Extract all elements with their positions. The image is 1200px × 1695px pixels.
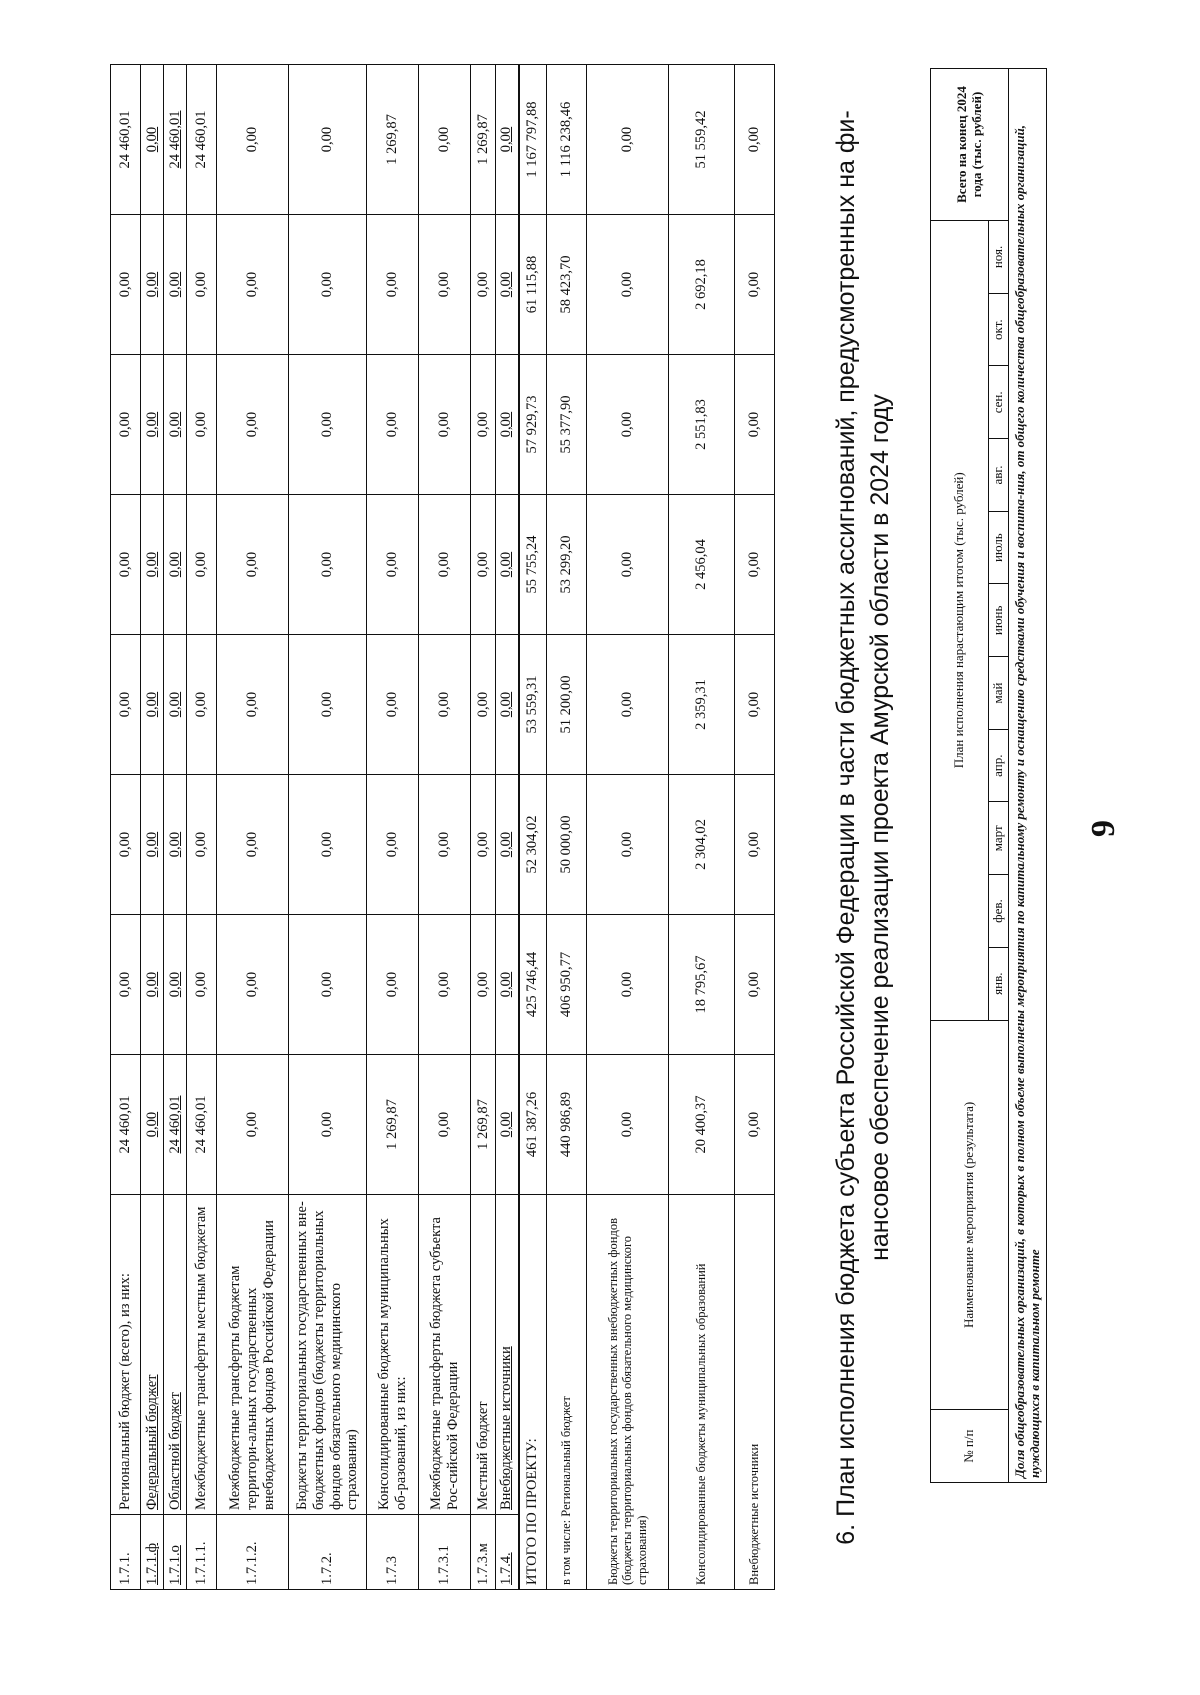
row-value-text: 0,00 <box>117 551 134 578</box>
row-name <box>289 1195 367 1515</box>
total-row-value: 461 387,26 <box>519 1055 547 1195</box>
row-code-text: 1.7.1.2. <box>244 1541 261 1585</box>
total-row-value: 0,00 <box>735 65 775 215</box>
total-row-value: 2 359,31 <box>669 635 735 775</box>
row-value-text: 0,00 <box>319 411 336 438</box>
total-row-name: Внебюджетные источники <box>735 1195 775 1590</box>
row-value-text: 0,00 <box>498 411 515 438</box>
total-row-value: 0,00 <box>735 635 775 775</box>
total-row-value: 53 559,31 <box>519 635 547 775</box>
row-value-text: 0,00 <box>143 126 160 153</box>
row-value-text: 0,00 <box>498 126 515 153</box>
row-value-text: 0,00 <box>436 271 453 298</box>
page-number: 9 <box>1085 820 1122 837</box>
budget-row <box>141 65 164 1590</box>
total-row <box>587 65 669 1590</box>
row-value <box>187 355 217 495</box>
row-value-text: 0,00 <box>193 971 210 998</box>
plan-col-name: Наименование мероприятия (результата) <box>931 1020 1009 1410</box>
total-row-value: 0,00 <box>735 775 775 915</box>
row-value-text: 0,00 <box>143 691 160 718</box>
total-row-value: 18 795,67 <box>669 915 735 1055</box>
row-value <box>164 355 187 495</box>
row-value-text: 0,00 <box>384 691 401 718</box>
total-row-name: ИТОГО ПО ПРОЕКТУ: <box>519 1195 547 1590</box>
plan-month-header: ноя. <box>989 221 1009 294</box>
row-value-text: 0,00 <box>384 411 401 438</box>
plan-col-total: Всего на конец 2024 года (тыс. рублей) <box>931 69 1009 221</box>
row-value <box>141 215 164 355</box>
row-value <box>111 355 141 495</box>
total-row <box>547 65 587 1590</box>
row-value <box>141 495 164 635</box>
row-value <box>289 355 367 495</box>
row-code-text: 1.7.3.м <box>474 1543 491 1585</box>
row-value <box>419 635 471 775</box>
row-value <box>164 635 187 775</box>
row-value <box>141 915 164 1055</box>
row-value <box>217 65 289 215</box>
budget-row <box>419 65 471 1590</box>
row-value-text: 0,00 <box>244 271 261 298</box>
plan-month-header: май <box>989 657 1009 730</box>
row-value-text: 0,00 <box>436 971 453 998</box>
row-value <box>419 915 471 1055</box>
row-value <box>367 635 419 775</box>
row-value-text: 0,00 <box>244 691 261 718</box>
row-value-text: 0,00 <box>143 831 160 858</box>
row-value <box>217 215 289 355</box>
row-value <box>496 635 519 775</box>
total-row-value: 0,00 <box>587 915 669 1055</box>
row-value <box>141 1055 164 1195</box>
total-row-value: 52 304,02 <box>519 775 547 915</box>
total-row-value: 2 304,02 <box>669 775 735 915</box>
row-value-text: 0,00 <box>498 551 515 578</box>
row-value <box>187 65 217 215</box>
row-value-text: 0,00 <box>166 831 183 858</box>
row-value <box>289 65 367 215</box>
total-row <box>519 65 547 1590</box>
plan-month-header: июль <box>989 511 1009 584</box>
total-row-value: 0,00 <box>735 495 775 635</box>
row-name <box>367 1195 419 1515</box>
row-code-text: 1.7.1.ф <box>143 1542 160 1585</box>
row-value-text: 0,00 <box>319 831 336 858</box>
row-value <box>367 65 419 215</box>
row-name <box>471 1195 496 1515</box>
row-value <box>471 635 496 775</box>
row-value-text: 1 269,87 <box>384 1099 401 1150</box>
row-value <box>111 635 141 775</box>
row-value-text: 0,00 <box>436 551 453 578</box>
total-row-value: 50 000,00 <box>547 775 587 915</box>
total-row-value: 0,00 <box>587 65 669 215</box>
total-row-value: 55 377,90 <box>547 355 587 495</box>
row-value <box>217 775 289 915</box>
row-value-text: 0,00 <box>474 691 491 718</box>
row-value <box>289 215 367 355</box>
row-value-text: 0,00 <box>117 411 134 438</box>
row-code-text: 1.7.2. <box>319 1552 336 1585</box>
row-name <box>187 1195 217 1515</box>
row-value-text: 0,00 <box>166 271 183 298</box>
plan-note-row: Доля общеобразовательных организаций, в которых в полном объеме выполнены мероприятия по капитальному ремонту и оснащению средствами обучения и воспита-ния, от общего количества общеобразовательных организаций, нуждающихся в капитальном ремонте <box>1009 69 1047 1483</box>
row-value-text: 0,00 <box>474 551 491 578</box>
row-value <box>496 775 519 915</box>
row-code-text: 1.7.3.1 <box>436 1545 453 1585</box>
total-row-value: 58 423,70 <box>547 215 587 355</box>
row-value-text: 24 460,01 <box>117 1095 134 1154</box>
row-value-text: 1 269,87 <box>474 114 491 165</box>
row-value-text: 0,00 <box>319 551 336 578</box>
total-row-value: 51 200,00 <box>547 635 587 775</box>
row-name <box>141 1195 164 1515</box>
row-name-text: Областной бюджет <box>166 1392 183 1510</box>
row-value <box>419 355 471 495</box>
row-value <box>217 495 289 635</box>
row-value <box>164 915 187 1055</box>
row-value-text: 0,00 <box>117 971 134 998</box>
row-name <box>217 1195 289 1515</box>
row-name-text: Местный бюджет <box>474 1401 491 1510</box>
row-name <box>419 1195 471 1515</box>
budget-row <box>496 65 519 1590</box>
budget-row <box>367 65 419 1590</box>
row-value <box>419 775 471 915</box>
row-value-text: 0,00 <box>244 831 261 858</box>
total-row-value: 0,00 <box>587 775 669 915</box>
row-value-text: 0,00 <box>436 691 453 718</box>
plan-month-header: апр. <box>989 729 1009 802</box>
row-value-text: 0,00 <box>319 971 336 998</box>
row-value-text: 24 460,01 <box>193 110 210 169</box>
total-row <box>669 65 735 1590</box>
row-value-text: 24 460,01 <box>166 1095 183 1154</box>
row-value-text: 0,00 <box>244 411 261 438</box>
row-value <box>289 635 367 775</box>
row-value <box>471 775 496 915</box>
row-value-text: 0,00 <box>143 411 160 438</box>
row-value <box>217 635 289 775</box>
plan-month-header: сен. <box>989 366 1009 439</box>
row-name <box>111 1195 141 1515</box>
row-value-text: 0,00 <box>474 271 491 298</box>
row-value-text: 0,00 <box>143 551 160 578</box>
row-value <box>164 215 187 355</box>
row-code <box>217 1515 289 1590</box>
row-code-text: 1.7.1. <box>117 1552 134 1585</box>
budget-row <box>164 65 187 1590</box>
row-value-text: 0,00 <box>244 971 261 998</box>
row-value-text: 0,00 <box>436 831 453 858</box>
row-value <box>471 215 496 355</box>
row-value-text: 0,00 <box>384 551 401 578</box>
row-value-text: 0,00 <box>193 691 210 718</box>
row-value-text: 0,00 <box>244 1111 261 1138</box>
budget-row <box>217 65 289 1590</box>
row-value-text: 0,00 <box>166 551 183 578</box>
row-code <box>289 1515 367 1590</box>
total-row-value: 2 456,04 <box>669 495 735 635</box>
row-value-text: 0,00 <box>319 271 336 298</box>
row-value-text: 0,00 <box>436 1111 453 1138</box>
row-value-text: 1 269,87 <box>474 1099 491 1150</box>
plan-month-header: окт. <box>989 293 1009 366</box>
row-value <box>141 635 164 775</box>
row-value-text: 24 460,01 <box>193 1095 210 1154</box>
plan-month-header: фев. <box>989 875 1009 948</box>
row-value-text: 0,00 <box>193 831 210 858</box>
row-value <box>164 1055 187 1195</box>
row-value-text: 0,00 <box>474 411 491 438</box>
row-code-text: 1.7.4. <box>498 1552 515 1585</box>
row-value <box>217 915 289 1055</box>
row-value <box>164 495 187 635</box>
row-value <box>164 775 187 915</box>
total-row-value: 53 299,20 <box>547 495 587 635</box>
plan-col-number: № п/п <box>931 1410 1009 1483</box>
row-value <box>187 635 217 775</box>
total-row-name: в том числе: Региональный бюджет <box>547 1195 587 1590</box>
row-code <box>496 1515 519 1590</box>
row-value-text: 0,00 <box>319 1111 336 1138</box>
row-value-text: 0,00 <box>244 126 261 153</box>
row-value <box>289 915 367 1055</box>
row-code <box>419 1515 471 1590</box>
row-value <box>217 1055 289 1195</box>
row-value-text: 0,00 <box>319 126 336 153</box>
row-value-text: 0,00 <box>498 691 515 718</box>
row-value <box>496 355 519 495</box>
budget-row <box>111 65 141 1590</box>
row-value <box>217 355 289 495</box>
row-value-text: 0,00 <box>436 411 453 438</box>
row-value <box>289 495 367 635</box>
row-value <box>111 495 141 635</box>
row-value <box>419 65 471 215</box>
row-code <box>111 1515 141 1590</box>
row-value-text: 0,00 <box>319 691 336 718</box>
total-row-value: 2 551,83 <box>669 355 735 495</box>
row-value <box>367 1055 419 1195</box>
row-value-text: 0,00 <box>117 831 134 858</box>
budget-row <box>471 65 496 1590</box>
row-value-text: 0,00 <box>166 691 183 718</box>
total-row-value: 61 115,88 <box>519 215 547 355</box>
total-row-value: 425 746,44 <box>519 915 547 1055</box>
row-code-text: 1.7.3 <box>384 1556 401 1585</box>
total-row-value: 0,00 <box>587 1055 669 1195</box>
row-code-text: 1.7.1.1. <box>193 1541 210 1585</box>
row-value-text: 0,00 <box>166 971 183 998</box>
row-value <box>367 915 419 1055</box>
total-row-value: 20 400,37 <box>669 1055 735 1195</box>
total-row-value: 1 167 797,88 <box>519 65 547 215</box>
row-value <box>289 775 367 915</box>
row-name-text: Консолидированные бюджеты муниципальных об-разований, из них: <box>375 1218 409 1510</box>
plan-month-header: авг. <box>989 439 1009 512</box>
total-row-value: 0,00 <box>735 1055 775 1195</box>
row-value-text: 1 269,87 <box>384 114 401 165</box>
row-code <box>164 1515 187 1590</box>
total-row-value: 55 755,24 <box>519 495 547 635</box>
row-value <box>419 495 471 635</box>
row-value-text: 0,00 <box>498 831 515 858</box>
total-row-name: Консолидированные бюджеты муниципальных образований <box>669 1195 735 1590</box>
row-value <box>367 355 419 495</box>
plan-table <box>930 68 1047 1483</box>
row-name-text: Межбюджетные трансферты бюджета субъекта Рос-сийской Федерации <box>427 1217 461 1510</box>
row-name-text: Бюджеты территориальных государственных вне-бюджетных фондов (бюджеты территориальных фондов обязательного медицинского страхования) <box>294 1201 361 1510</box>
total-row-value: 0,00 <box>735 215 775 355</box>
row-value-text: 0,00 <box>474 831 491 858</box>
row-value <box>471 355 496 495</box>
total-row-value: 2 692,18 <box>669 215 735 355</box>
row-value <box>187 915 217 1055</box>
row-value-text: 0,00 <box>384 971 401 998</box>
row-value <box>111 65 141 215</box>
row-name-text: Федеральный бюджет <box>143 1374 160 1510</box>
row-value-text: 0,00 <box>384 831 401 858</box>
row-value <box>471 915 496 1055</box>
row-value <box>496 495 519 635</box>
row-value-text: 24 460,01 <box>166 110 183 169</box>
total-row-name: Бюджеты территориальных государственных внебюджетных фондов (бюджеты территориальных фондов обязательного медицинского страхования) <box>587 1195 669 1590</box>
total-row-value: 406 950,77 <box>547 915 587 1055</box>
row-value <box>496 1055 519 1195</box>
row-value <box>496 65 519 215</box>
row-name-text: Внебюджетные источники <box>498 1346 515 1510</box>
row-value-text: 0,00 <box>498 271 515 298</box>
row-value-text: 0,00 <box>498 971 515 998</box>
total-row-value: 57 929,73 <box>519 355 547 495</box>
section-title <box>830 65 898 1590</box>
row-value-text: 0,00 <box>117 271 134 298</box>
row-value <box>419 1055 471 1195</box>
row-value <box>141 355 164 495</box>
total-row-value: 51 559,42 <box>669 65 735 215</box>
total-row-value: 440 986,89 <box>547 1055 587 1195</box>
plan-month-header: июнь <box>989 584 1009 657</box>
row-code <box>471 1515 496 1590</box>
row-value-text: 0,00 <box>436 126 453 153</box>
row-code <box>141 1515 164 1590</box>
row-value <box>111 775 141 915</box>
row-value <box>496 915 519 1055</box>
row-value <box>187 215 217 355</box>
row-value-text: 0,00 <box>193 411 210 438</box>
total-row <box>735 65 775 1590</box>
row-name-text: Межбюджетные трансферты бюджетам территори-альных государственных внебюджетных фондов Российской Федерации <box>227 1220 277 1510</box>
row-value <box>111 215 141 355</box>
row-value <box>141 65 164 215</box>
row-code <box>187 1515 217 1590</box>
row-name-text: Региональный бюджет (всего), из них: <box>117 1273 134 1510</box>
row-value-text: 0,00 <box>193 271 210 298</box>
row-value <box>496 215 519 355</box>
total-row-value: 0,00 <box>587 355 669 495</box>
section-title-line2: нансовое обеспечение реализации проекта Амурской области в 2024 году <box>865 394 894 1261</box>
row-value <box>187 775 217 915</box>
row-value-text: 0,00 <box>474 971 491 998</box>
row-value <box>141 775 164 915</box>
row-value <box>367 775 419 915</box>
row-value <box>367 215 419 355</box>
row-value-text: 24 460,01 <box>117 110 134 169</box>
plan-col-plan: План исполнения нарастающим итогом (тыс. рублей) <box>931 221 989 1020</box>
row-value <box>187 1055 217 1195</box>
row-name <box>496 1195 519 1515</box>
row-value <box>164 65 187 215</box>
row-value <box>419 215 471 355</box>
row-value-text: 0,00 <box>498 1111 515 1138</box>
plan-month-header: янв. <box>989 947 1009 1020</box>
row-value <box>367 495 419 635</box>
row-value-text: 0,00 <box>143 271 160 298</box>
row-value <box>471 495 496 635</box>
row-name <box>164 1195 187 1515</box>
budget-row <box>289 65 367 1590</box>
total-row-value: 0,00 <box>735 915 775 1055</box>
row-value <box>471 1055 496 1195</box>
total-row-value: 0,00 <box>587 635 669 775</box>
total-row-value: 0,00 <box>587 215 669 355</box>
row-code-text: 1.7.1.о <box>166 1545 183 1585</box>
row-value-text: 0,00 <box>143 971 160 998</box>
row-name-text: Межбюджетные трансферты местным бюджетам <box>193 1206 210 1510</box>
row-value-text: 0,00 <box>143 1111 160 1138</box>
total-row-value: 0,00 <box>735 355 775 495</box>
budget-table <box>110 64 775 1590</box>
row-value <box>289 1055 367 1195</box>
row-value <box>111 1055 141 1195</box>
row-value-text: 0,00 <box>117 691 134 718</box>
row-code <box>367 1515 419 1590</box>
total-row-value: 1 116 238,46 <box>547 65 587 215</box>
section-title-line1: 6. План исполнения бюджета субъекта Российской Федерации в части бюджетных ассигнований, предусмотренных на фи- <box>832 110 860 1545</box>
row-value-text: 0,00 <box>193 551 210 578</box>
plan-month-header: март <box>989 802 1009 875</box>
row-value-text: 0,00 <box>244 551 261 578</box>
budget-row <box>187 65 217 1590</box>
row-value <box>187 495 217 635</box>
row-value <box>471 65 496 215</box>
total-row-value: 0,00 <box>587 495 669 635</box>
row-value-text: 0,00 <box>166 411 183 438</box>
row-value <box>111 915 141 1055</box>
row-value-text: 0,00 <box>384 271 401 298</box>
